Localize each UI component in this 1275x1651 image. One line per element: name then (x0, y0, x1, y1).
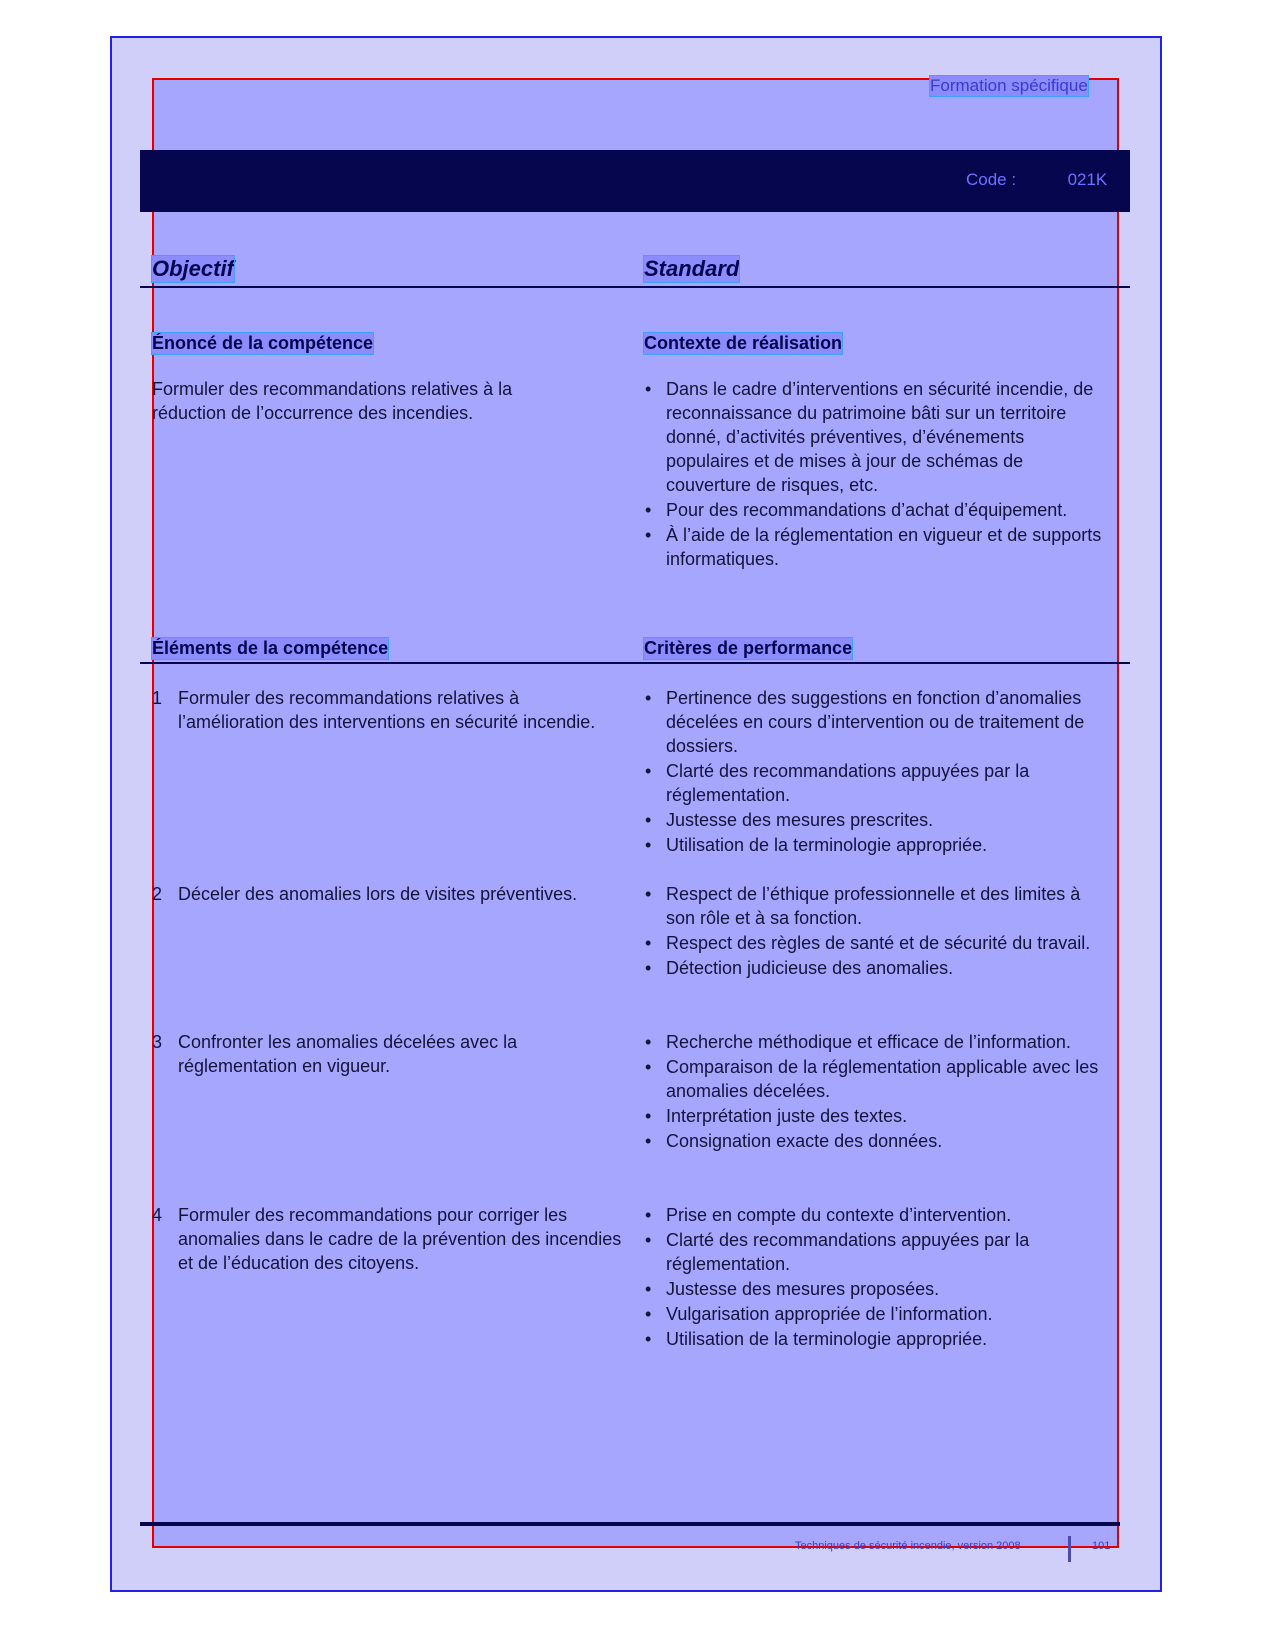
competence-title: Énoncé de la compétence (152, 333, 374, 353)
elements-title: Éléments de la compétence (152, 638, 389, 658)
context-list (644, 377, 1104, 572)
footer-title: Techniques de sécurité incendie, version 2008 (795, 1540, 1021, 1552)
element-2 (152, 882, 628, 906)
code-value: 021K (1067, 170, 1108, 189)
criterion-item: • Vulgarisation appropriée de l’information. (644, 1302, 1104, 1326)
criteria-list-1 (644, 686, 1114, 858)
criterion-item: • Respect des règles de santé et de sécurité du travail. (644, 931, 1104, 955)
code-label: Code : (966, 170, 1017, 189)
criterion-item: • Interprétation juste des textes. (644, 1104, 1104, 1128)
context-title: Contexte de réalisation (644, 333, 843, 353)
criterion-item: • Respect de l’éthique professionnelle et des limites à son rôle et à sa fonction. (644, 882, 1104, 930)
criterion-item: • Consignation exacte des données. (644, 1129, 1104, 1153)
footer-separator (1068, 1536, 1071, 1562)
criterion-item: • Prise en compte du contexte d’intervention. (644, 1203, 1104, 1227)
criterion-item: • Clarté des recommandations appuyées par la réglementation. (644, 759, 1114, 807)
element-number: 4 (152, 1205, 163, 1225)
element-number: 3 (152, 1032, 163, 1052)
page-number: 101 (1092, 1540, 1111, 1552)
criteria-title: Critères de performance (644, 638, 853, 658)
element-text: Déceler des anomalies lors de visites préventives. (178, 884, 578, 904)
criterion-item: • Justesse des mesures proposées. (644, 1277, 1104, 1301)
element-4 (152, 1203, 632, 1275)
criterion-item: • Détection judicieuse des anomalies. (644, 956, 1104, 980)
standard-heading: Standard (644, 256, 740, 281)
context-item: • Dans le cadre d’interventions en sécurité incendie, de reconnaissance du patrimoine bâti sur un territoire donné, d’activités préventives, d’événements populaires et de mises à jour de schémas de couverture de risques, etc. (644, 377, 1104, 497)
element-number: 1 (152, 688, 163, 708)
element-3 (152, 1030, 628, 1078)
element-text: Formuler des recommandations relatives à l’amélioration des interventions en sécurité incendie. (178, 688, 596, 732)
element-1 (152, 686, 628, 734)
criteria-list-4 (644, 1203, 1104, 1352)
course-code (966, 170, 1107, 190)
criterion-item: • Utilisation de la terminologie appropriée. (644, 833, 1114, 857)
context-item: • À l’aide de la réglementation en vigueur et de supports informatiques. (644, 523, 1104, 571)
context-item: • Pour des recommandations d’achat d’équipement. (644, 498, 1104, 522)
element-number: 2 (152, 884, 163, 904)
criterion-item: • Justesse des mesures prescrites. (644, 808, 1114, 832)
objective-heading: Objectif (152, 256, 234, 281)
criterion-item: • Utilisation de la terminologie appropriée. (644, 1327, 1104, 1351)
element-text: Confronter les anomalies décelées avec la réglementation en vigueur. (178, 1032, 518, 1076)
criterion-item: • Comparaison de la réglementation applicable avec les anomalies décelées. (644, 1055, 1104, 1103)
elements-divider (140, 662, 1130, 664)
criterion-item: • Recherche méthodique et efficace de l’information. (644, 1030, 1104, 1054)
criteria-list-2 (644, 882, 1104, 981)
criterion-item: • Pertinence des suggestions en fonction d’anomalies décelées en cours d’intervention ou de traitement de dossiers. (644, 686, 1114, 758)
heading-divider (140, 286, 1130, 288)
program-label: Formation spécifique (930, 76, 1088, 95)
criterion-item: • Clarté des recommandations appuyées par la réglementation. (644, 1228, 1104, 1276)
competence-text: Formuler des recommandations relatives à la réduction de l’occurrence des incendies. (152, 379, 513, 423)
element-text: Formuler des recommandations pour corriger les anomalies dans le cadre de la prévention des incendies et de l’éducation des citoyens. (178, 1205, 622, 1273)
footer-rule (140, 1522, 1120, 1526)
criteria-list-3 (644, 1030, 1104, 1154)
